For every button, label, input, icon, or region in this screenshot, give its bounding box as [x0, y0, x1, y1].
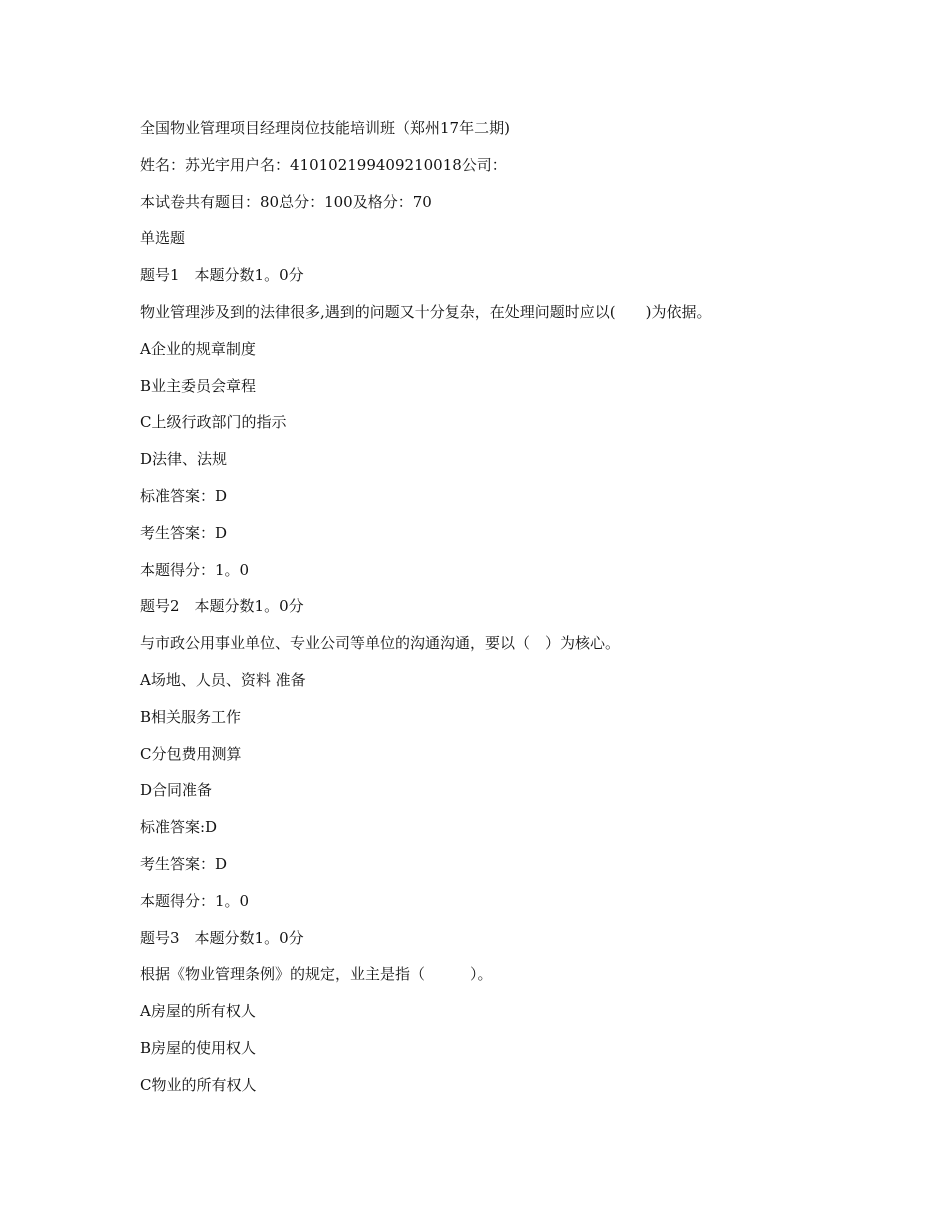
- question-option: B房屋的使用权人: [140, 1038, 257, 1057]
- question-stem: 根据《物业管理条例》的规定，业主是指（ ）。: [140, 965, 493, 984]
- candidate-answer: 考生答案：D: [140, 854, 228, 873]
- question-block: [140, 920, 900, 1104]
- question-block: [140, 257, 900, 588]
- section-heading: 单选题: [140, 229, 186, 248]
- question-option: A房屋的所有权人: [140, 1002, 256, 1021]
- question-option: D法律、法规: [140, 450, 228, 469]
- candidate-answer: 考生答案：D: [140, 523, 228, 542]
- question-option: A场地、人员、资料 准备: [140, 670, 306, 689]
- question-header: 题号3 本题分数1。0分: [140, 928, 304, 947]
- question-option: D合同准备: [140, 781, 213, 800]
- standard-answer: 标准答案：D: [140, 486, 228, 505]
- exam-info: 本试卷共有题目：80总分：100及格分：70: [140, 192, 432, 211]
- question-header: 题号1 本题分数1。0分: [140, 266, 304, 285]
- question-stem: 物业管理涉及到的法律很多,遇到的问题又十分复杂，在处理问题时应以( )为依据。: [140, 302, 712, 321]
- question-option: B相关服务工作: [140, 707, 242, 726]
- question-option: C分包费用测算: [140, 744, 242, 763]
- standard-answer: 标准答案:D: [140, 818, 218, 837]
- candidate-info: 姓名：苏光宇用户名：410102199409210018公司：: [140, 155, 507, 174]
- question-block: [140, 588, 900, 919]
- question-option: B业主委员会章程: [140, 376, 257, 395]
- question-option: A企业的规章制度: [140, 339, 256, 358]
- document-title: 全国物业管理项目经理岗位技能培训班（郑州17年二期): [140, 119, 510, 137]
- question-option: C上级行政部门的指示: [140, 413, 287, 432]
- question-header: 题号2 本题分数1。0分: [140, 597, 304, 616]
- document-page: [140, 110, 900, 1104]
- question-option: C物业的所有权人: [140, 1075, 257, 1094]
- question-score: 本题得分：1。0: [140, 560, 250, 579]
- question-score: 本题得分：1。0: [140, 891, 250, 910]
- question-stem: 与市政公用事业单位、专业公司等单位的沟通沟通，要以（ ）为核心。: [140, 634, 621, 653]
